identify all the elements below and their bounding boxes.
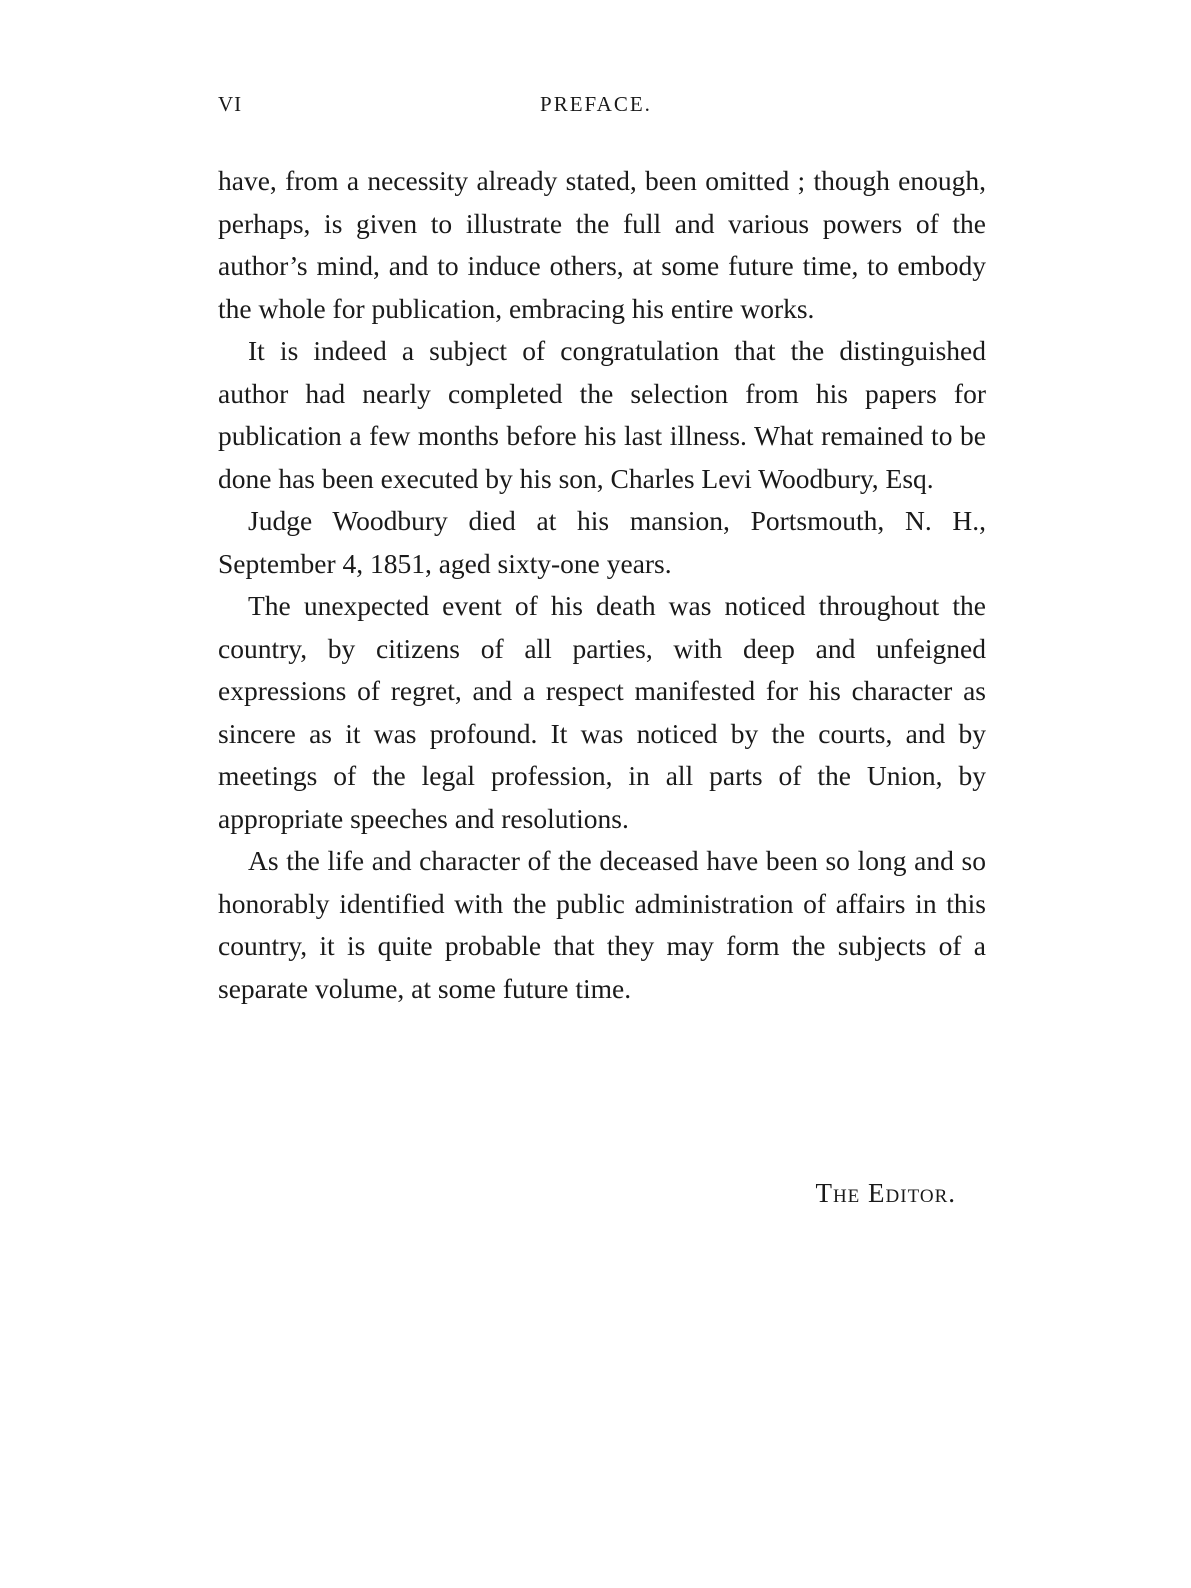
- paragraph-public-reaction: The unexpected event of his death was noticed throughout the country, by citizens of all parties, with deep and unfeigned expressions of regret, and a respect manifested for his character as sincere as it was profound. It was noticed by the courts, and by meetings of the legal profession, in all parts of the Union, by appropriate speeches and resolutions.: [218, 590, 986, 834]
- paragraph-congratulation: It is indeed a subject of congratulation that the distinguished author had nearly completed the selection from his papers for publication a few months before his last illness. What remained to be done has been executed by his son, Charles Levi Woodbury, Esq.: [218, 335, 986, 494]
- paragraph-death-notice: Judge Woodbury died at his mansion, Portsmouth, N. H., September 4, 1851, aged sixty-one years.: [218, 505, 986, 579]
- paragraph-future-volume: As the life and character of the deceased have been so long and so honorably identified with the public administration of affairs in this country, it is quite probable that they may form the subjects of a separate volume, at some future time.: [218, 845, 986, 1004]
- editor-signature: The Editor.: [815, 1178, 956, 1208]
- page-number: VI: [218, 92, 243, 116]
- paragraph-continuation: have, from a necessity already stated, been omitted ; though enough, perhaps, is given to illustrate the full and various powers of the author’s mind, and to induce others, at some future time, to embody the whole for publication, embracing his entire works.: [218, 165, 986, 324]
- running-head: [218, 92, 974, 122]
- body-text: [218, 160, 986, 1010]
- running-head-title: PREFACE.: [540, 92, 652, 116]
